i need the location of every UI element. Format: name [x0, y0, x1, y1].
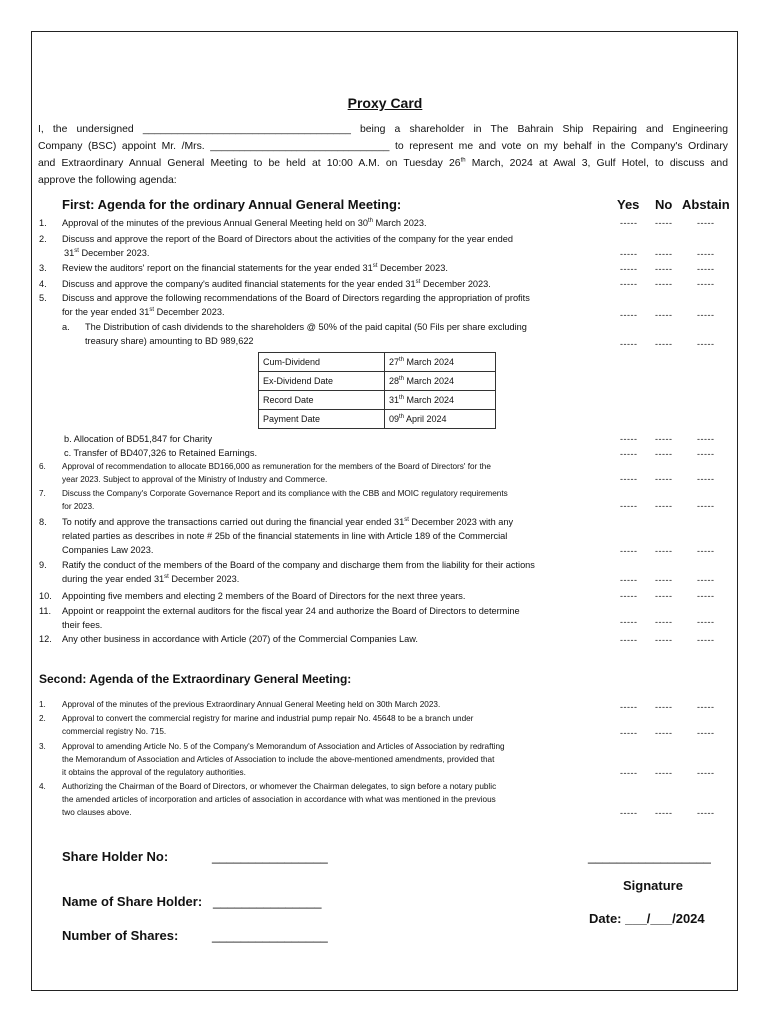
vote-abstain-mark[interactable]: ----- [697, 249, 715, 259]
vote-yes-mark[interactable]: ----- [620, 279, 638, 289]
vote-yes-mark[interactable]: ----- [620, 501, 638, 511]
vote-abstain-mark[interactable]: ----- [697, 339, 715, 349]
vote-yes-mark[interactable]: ----- [620, 728, 638, 738]
vote-no-mark[interactable]: ----- [655, 474, 673, 484]
vote-abstain-mark[interactable]: ----- [697, 264, 715, 274]
share-holder-no-field[interactable]: ________________ [212, 849, 328, 864]
vote-no-mark[interactable]: ----- [655, 218, 673, 228]
vote-yes-mark[interactable]: ----- [620, 635, 638, 645]
vote-no-mark[interactable]: ----- [655, 279, 673, 289]
vote-abstain-mark[interactable]: ----- [697, 635, 715, 645]
column-abstain-header: Abstain [682, 197, 730, 212]
vote-abstain-mark[interactable]: ----- [697, 591, 715, 601]
signature-label: Signature [623, 878, 683, 893]
share-holder-name-field[interactable]: _______________ [213, 894, 322, 909]
vote-abstain-mark[interactable]: ----- [697, 702, 715, 712]
vote-yes-mark[interactable]: ----- [620, 591, 638, 601]
vote-yes-mark[interactable]: ----- [620, 218, 638, 228]
vote-abstain-mark[interactable]: ----- [697, 474, 715, 484]
vote-no-mark[interactable]: ----- [655, 768, 673, 778]
column-yes-header: Yes [617, 197, 640, 212]
vote-no-mark[interactable]: ----- [655, 617, 673, 627]
vote-no-mark[interactable]: ----- [655, 339, 673, 349]
vote-no-mark[interactable]: ----- [655, 434, 673, 444]
column-no-header: No [655, 197, 673, 212]
agenda-item-5b: b. Allocation of BD51,847 for Charity [64, 434, 213, 444]
vote-abstain-mark[interactable]: ----- [697, 617, 715, 627]
table-row: Payment Date 09th April 2024 [259, 410, 496, 429]
vote-yes-mark[interactable]: ----- [620, 546, 638, 556]
vote-no-mark[interactable]: ----- [655, 728, 673, 738]
vote-yes-mark[interactable]: ----- [620, 808, 638, 818]
date-field[interactable]: Date: ___/___/2024 [589, 911, 705, 926]
vote-abstain-mark[interactable]: ----- [697, 546, 715, 556]
vote-yes-mark[interactable]: ----- [620, 310, 638, 320]
share-holder-name-label: Name of Share Holder: [62, 894, 203, 909]
vote-no-mark[interactable]: ----- [655, 264, 673, 274]
vote-no-mark[interactable]: ----- [655, 501, 673, 511]
intro-line-2: Company (BSC) appoint Mr. /Mrs. _______________________________ to represent me and vote on my behalf in the Company's Ordinary [38, 141, 728, 152]
vote-abstain-mark[interactable]: ----- [697, 218, 715, 228]
vote-yes-mark[interactable]: ----- [620, 575, 638, 585]
vote-no-mark[interactable]: ----- [655, 575, 673, 585]
vote-no-mark[interactable]: ----- [655, 702, 673, 712]
vote-abstain-mark[interactable]: ----- [697, 501, 715, 511]
extraordinary-agenda-heading: Second: Agenda of the Extraordinary General Meeting: [39, 672, 352, 686]
vote-abstain-mark[interactable]: ----- [697, 575, 715, 585]
agenda-item-5c: c. Transfer of BD407,326 to Retained Earnings. [64, 448, 258, 458]
vote-no-mark[interactable]: ----- [655, 546, 673, 556]
ordinary-agenda-heading: First: Agenda for the ordinary Annual General Meeting: [62, 197, 402, 212]
vote-yes-mark[interactable]: ----- [620, 339, 638, 349]
vote-abstain-mark[interactable]: ----- [697, 434, 715, 444]
number-of-shares-field[interactable]: ________________ [212, 928, 328, 943]
vote-no-mark[interactable]: ----- [655, 591, 673, 601]
dividend-dates-table [258, 352, 496, 429]
vote-abstain-mark[interactable]: ----- [697, 808, 715, 818]
vote-no-mark[interactable]: ----- [655, 449, 673, 459]
vote-yes-mark[interactable]: ----- [620, 617, 638, 627]
intro-line-4: approve the following agenda: [38, 175, 177, 186]
intro-line-3: and Extraordinary Annual General Meeting to be held at 10:00 A.M. on Tuesday 26th March, 2024 at Awal 3, Gulf Hotel, to discuss and [38, 157, 728, 169]
vote-no-mark[interactable]: ----- [655, 635, 673, 645]
vote-no-mark[interactable]: ----- [655, 808, 673, 818]
signature-field[interactable]: _________________ [588, 849, 711, 864]
table-row: Record Date 31th March 2024 [259, 391, 496, 410]
table-row: Ex-Dividend Date 28th March 2024 [259, 372, 496, 391]
vote-yes-mark[interactable]: ----- [620, 434, 638, 444]
vote-yes-mark[interactable]: ----- [620, 768, 638, 778]
vote-yes-mark[interactable]: ----- [620, 702, 638, 712]
number-of-shares-label: Number of Shares: [62, 928, 179, 943]
vote-yes-mark[interactable]: ----- [620, 264, 638, 274]
vote-abstain-mark[interactable]: ----- [697, 279, 715, 289]
vote-yes-mark[interactable]: ----- [620, 249, 638, 259]
table-row: Cum-Dividend 27th March 2024 [259, 353, 496, 372]
vote-yes-mark[interactable]: ----- [620, 449, 638, 459]
intro-line-1: I, the undersigned ____________________________________ being a shareholder in The Bahrain Ship Repairing and Engineering [38, 124, 728, 135]
vote-yes-mark[interactable]: ----- [620, 474, 638, 484]
share-holder-no-label: Share Holder No: [62, 849, 169, 864]
vote-abstain-mark[interactable]: ----- [697, 310, 715, 320]
vote-no-mark[interactable]: ----- [655, 249, 673, 259]
intro-paragraph [38, 121, 728, 189]
vote-abstain-mark[interactable]: ----- [697, 728, 715, 738]
page-title: Proxy Card [347, 95, 423, 111]
vote-no-mark[interactable]: ----- [655, 310, 673, 320]
vote-abstain-mark[interactable]: ----- [697, 768, 715, 778]
vote-abstain-mark[interactable]: ----- [697, 449, 715, 459]
